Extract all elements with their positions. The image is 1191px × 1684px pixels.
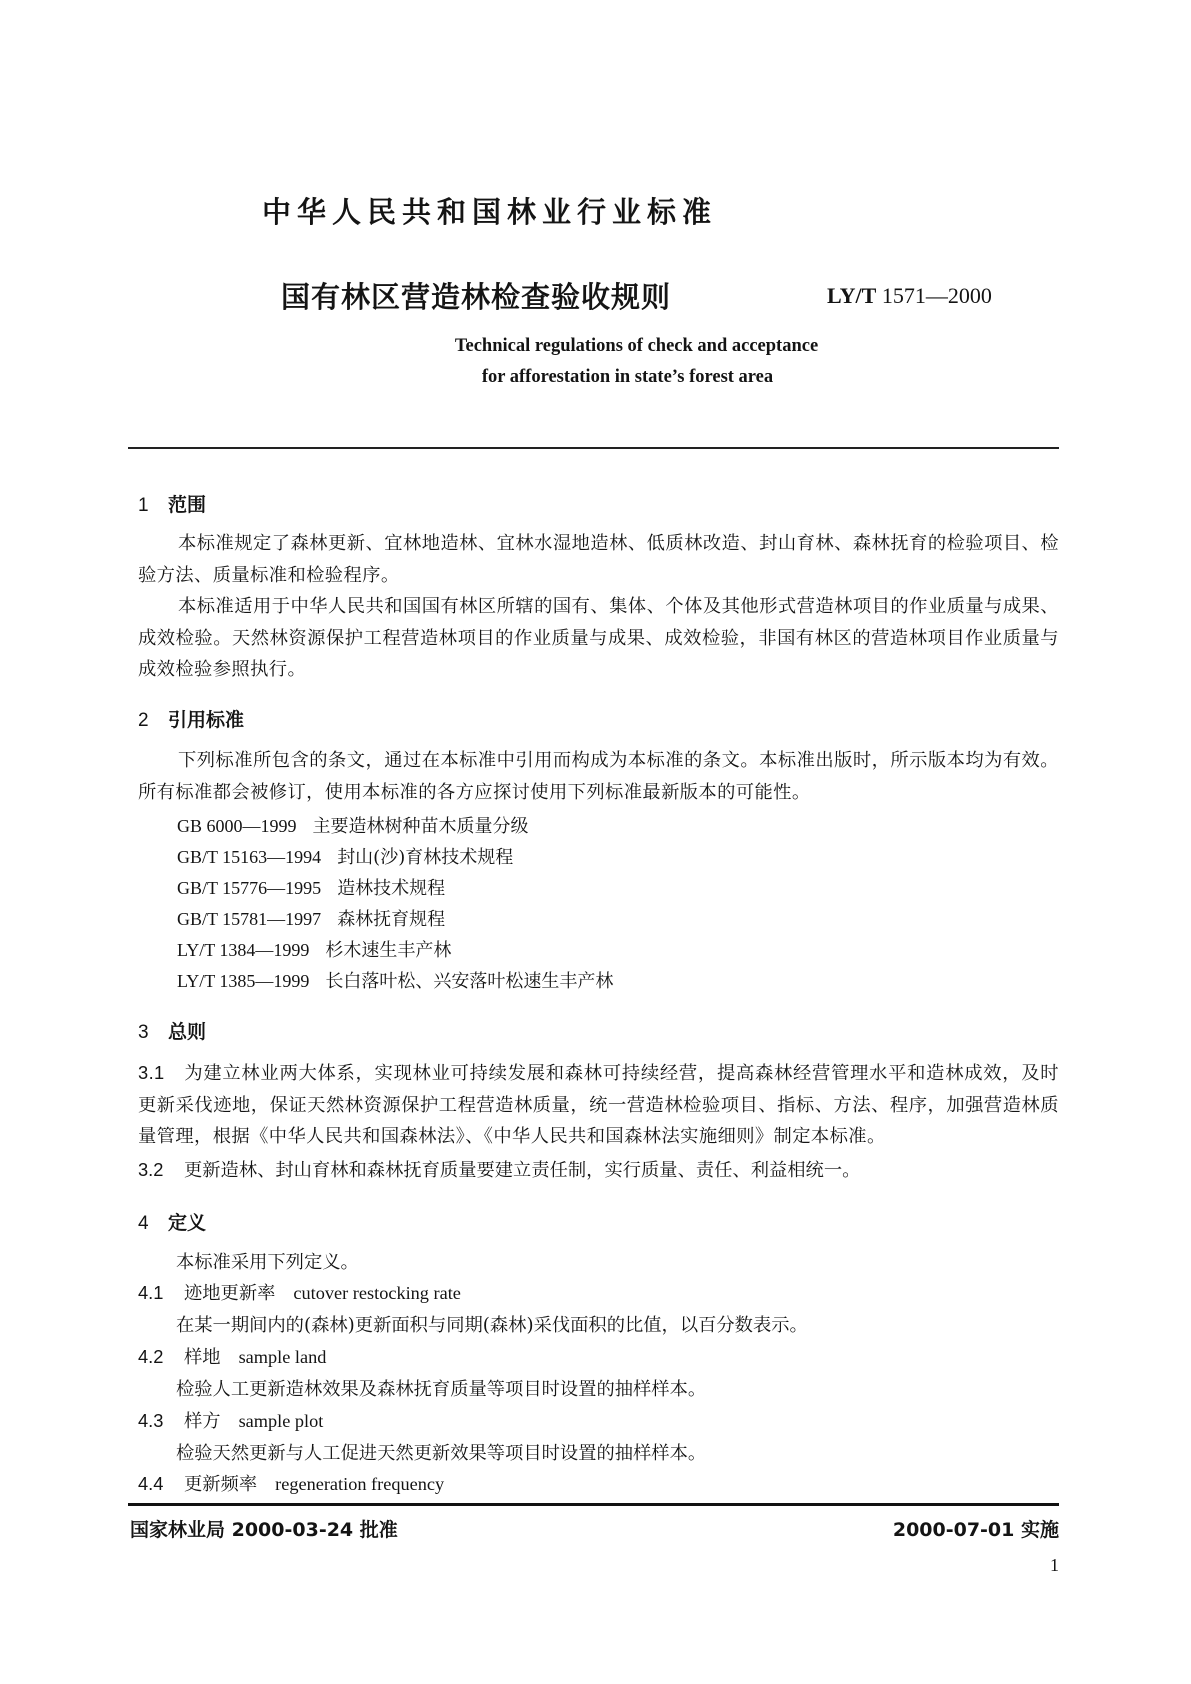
reference-code: GB/T 15781—1997 [177,909,322,929]
term-cn: 样地 [184,1347,221,1368]
clause-text: 为建立林业两大体系，实现林业可持续发展和森林可持续经营，提高森林经营管理水平和造林成效，及时更新采伐迹地，保证天然林资源保护工程营造林质量，统一营造林检验项目、指标、方法、程序，加强营造林质量管理，根据《中华人民共和国森林法》、《中华人民共和国森林法实施细则》制定本标准。 [138,1063,1059,1147]
clause-number: 4.1 [138,1282,164,1303]
reference-item [177,812,529,838]
clause-number: 4.2 [138,1346,164,1367]
reference-code: GB/T 15776—1995 [177,878,322,898]
section-3-heading [138,1017,206,1044]
definition-term [138,1343,326,1369]
reference-code: GB 6000—1999 [177,816,297,836]
section-title: 范围 [168,494,207,516]
section-number: 4 [138,1213,149,1234]
standard-type: 中华人民共和国林业行业标准 [262,195,718,229]
paragraph: 下列标准所包含的条文，通过在本标准中引用而构成为本标准的条文。本标准出版时，所示版本均为有效。所有标准都会被修订，使用本标准的各方应探讨使用下列标准最新版本的可能性。 [138,750,1059,803]
reference-name: 长白落叶松、兴安落叶松速生丰产林 [325,971,614,992]
section-number: 2 [138,710,149,731]
term-en: cutover restocking rate [293,1283,461,1303]
reference-code: GB/T 15163—1994 [177,847,322,867]
section-number: 1 [138,495,149,516]
reference-item [177,843,513,869]
document-number [827,283,992,309]
term-cn: 样方 [184,1411,221,1432]
definition-term [138,1470,444,1496]
definition-text: 在某一期间内的(森林)更新面积与同期(森林)采伐面积的比值，以百分数表示。 [176,1315,808,1336]
term-en: sample plot [238,1411,324,1431]
english-title-line-1: Technical regulations of check and acceptance [454,336,819,356]
term-cn: 更新频率 [184,1474,258,1495]
clause-3-1 [138,1057,1059,1153]
clause-number: 3.1 [138,1062,165,1083]
reference-name: 封山(沙)育林技术规程 [337,847,514,868]
definitions-intro: 本标准采用下列定义。 [176,1252,359,1273]
clause-text: 更新造林、封山育林和森林抚育质量要建立责任制，实行质量、责任、利益相统一。 [184,1160,861,1181]
section-number: 3 [138,1022,149,1043]
effective-date: 2000-07-01 实施 [892,1519,1059,1541]
section-title: 引用标准 [168,709,245,731]
term-en: sample land [238,1347,327,1367]
section-2-heading [138,705,244,732]
document-title: 国有林区营造林检查验收规则 [281,280,672,314]
term-en: regeneration frequency [275,1474,445,1494]
footer-divider [128,1503,1059,1506]
paragraph: 本标准适用于中华人民共和国国有林区所辖的国有、集体、个体及其他形式营造林项目的作业质量与成果、成效检验。天然林资源保护工程营造林项目的作业质量与成果、成效检验，非国有林区的营造林项目作业质量与成效检验参照执行。 [138,596,1059,680]
page-number: 1 [1050,1555,1059,1575]
document-number-value: 1571—2000 [881,283,992,308]
term-cn: 迹地更新率 [184,1283,276,1304]
clause-number: 4.4 [138,1473,164,1494]
clause-number: 4.3 [138,1410,164,1431]
definition-text: 检验天然更新与人工促进天然更新效果等项目时设置的抽样样本。 [176,1443,707,1464]
reference-item [177,905,445,931]
reference-name: 主要造林树种苗木质量分级 [312,816,529,837]
paragraph: 本标准规定了森林更新、宜林地造林、宜林水湿地造林、低质林改造、封山育林、森林抚育的检验项目、检验方法、质量标准和检验程序。 [138,533,1059,586]
reference-item [177,967,613,993]
reference-name: 造林技术规程 [337,878,446,899]
reference-name: 杉木速生丰产林 [325,940,452,961]
section-title: 总则 [168,1021,207,1043]
clause-number: 3.2 [138,1159,164,1180]
section-4-heading [138,1208,206,1235]
section-title: 定义 [168,1212,207,1234]
clause-3-2 [138,1156,860,1182]
header-divider [128,447,1059,449]
definition-term [138,1279,461,1305]
reference-code: LY/T 1385—1999 [177,971,310,991]
reference-item [177,936,451,962]
definition-term [138,1407,323,1433]
reference-name: 森林抚育规程 [337,909,446,930]
reference-item [177,874,445,900]
reference-code: LY/T 1384—1999 [177,940,310,960]
approval-date: 国家林业局 2000-03-24 批准 [130,1519,398,1541]
document-number-prefix: LY/T [827,283,877,308]
definition-text: 检验人工更新造林效果及森林抚育质量等项目时设置的抽样样本。 [176,1379,707,1400]
section-1-heading [138,490,206,517]
english-title-line-2: for afforestation in state’s forest area [481,367,774,387]
